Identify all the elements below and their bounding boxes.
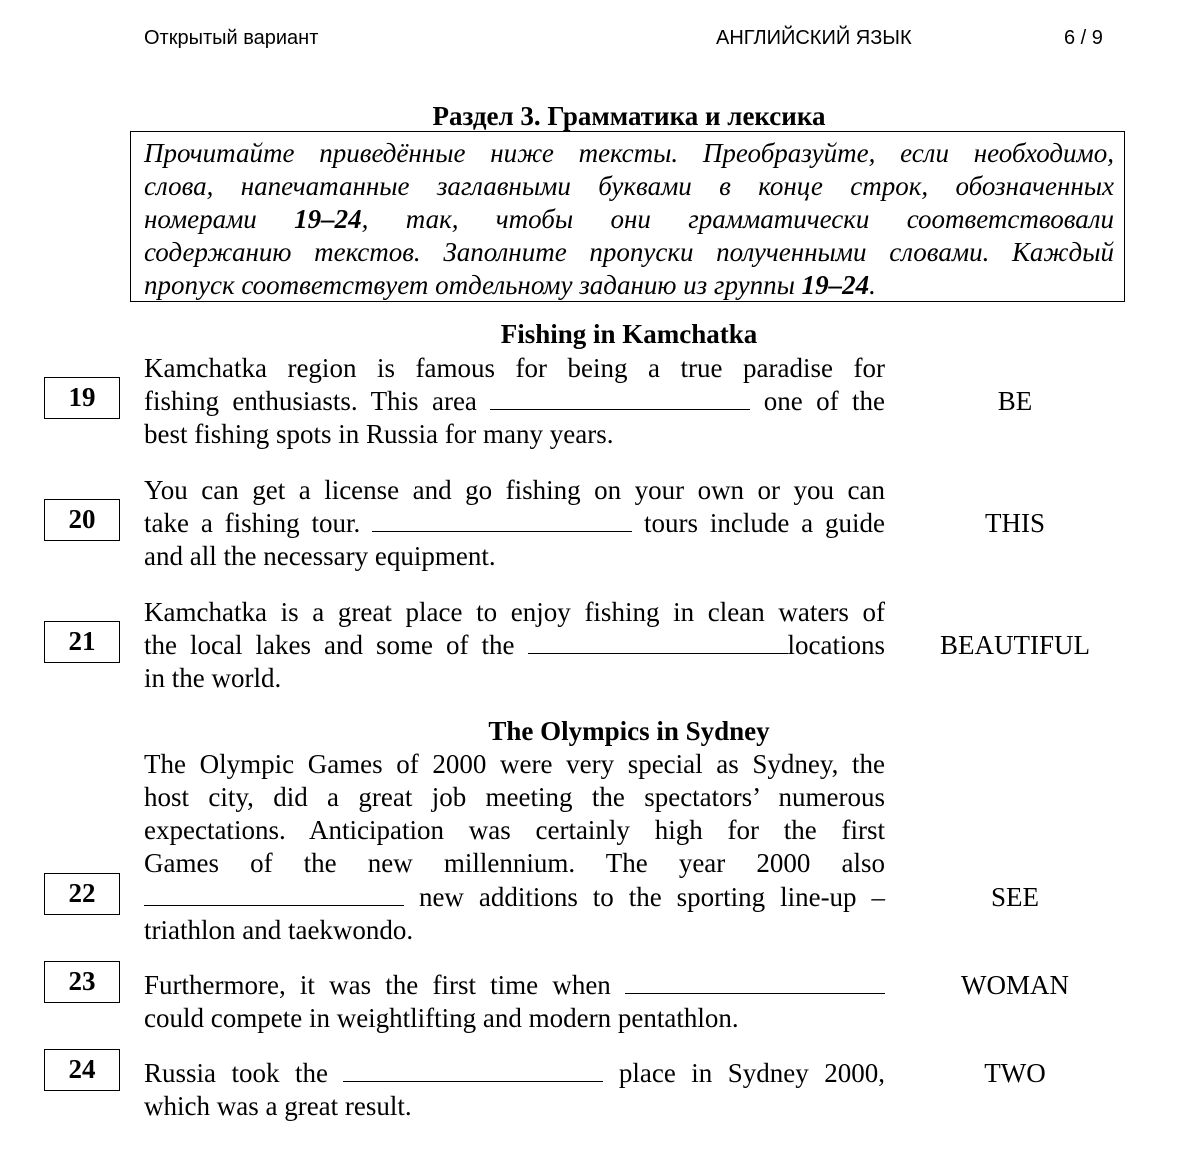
instruction-range: 19–24 bbox=[801, 270, 870, 300]
base-word-19: BE bbox=[997, 386, 1033, 416]
text-line bbox=[144, 629, 885, 662]
text-line: which was a great result. bbox=[144, 1091, 412, 1121]
text-line: Games of the new millennium. The year 2000 also bbox=[144, 848, 885, 878]
answer-blank-20[interactable] bbox=[372, 509, 632, 532]
task-number-23: 23 bbox=[44, 961, 120, 1003]
instruction-line bbox=[144, 203, 1114, 236]
instruction-text: . bbox=[869, 270, 876, 300]
text-line bbox=[144, 507, 885, 540]
base-word-24: TWO bbox=[984, 1058, 1046, 1088]
text-line bbox=[144, 969, 885, 1002]
text-line: in the world. bbox=[144, 663, 282, 693]
instruction-line: содержанию текстов. Заполните пропуски полученными словами. Каждый bbox=[144, 237, 1114, 267]
text-line: host city, did a great job meeting the spectators’ numerous bbox=[144, 782, 885, 812]
text-line: and all the necessary equipment. bbox=[144, 541, 496, 571]
instruction-text: пропуск соответствует отдельному заданию из группы bbox=[144, 270, 802, 300]
text-line: best fishing spots in Russia for many years. bbox=[144, 419, 614, 449]
instruction-line: Прочитайте приведённые ниже тексты. Преобразуйте, если необходимо, bbox=[144, 138, 1114, 168]
instruction-line bbox=[144, 269, 1114, 302]
text-title-olympics: The Olympics in Sydney bbox=[488, 716, 770, 746]
text-line bbox=[144, 385, 885, 418]
task-number-21: 21 bbox=[44, 621, 120, 663]
text-fragment: Furthermore, it was the first time when bbox=[144, 970, 611, 1000]
text-line: expectations. Anticipation was certainly high for the first bbox=[144, 815, 885, 845]
base-word-23: WOMAN bbox=[961, 970, 1069, 1000]
answer-blank-22[interactable] bbox=[144, 883, 404, 906]
page-number: 6 / 9 bbox=[1064, 27, 1103, 49]
text-fragment: take a fishing tour. bbox=[144, 508, 361, 538]
task-number-19: 19 bbox=[44, 377, 120, 419]
text-line: You can get a license and go fishing on your own or you can bbox=[144, 475, 885, 505]
text-fragment: locations bbox=[787, 630, 886, 660]
task-number-24: 24 bbox=[44, 1049, 120, 1091]
text-fragment: tours include a guide bbox=[644, 508, 886, 538]
text-line bbox=[144, 1057, 885, 1090]
text-line: The Olympic Games of 2000 were very special as Sydney, the bbox=[144, 749, 885, 779]
answer-blank-19[interactable] bbox=[490, 387, 750, 410]
text-line bbox=[144, 881, 885, 914]
text-fragment: fishing enthusiasts. This area bbox=[144, 386, 477, 416]
instruction-line: слова, напечатанные заглавными буквами в конце строк, обозначенных bbox=[144, 171, 1114, 201]
task-number-22: 22 bbox=[44, 873, 120, 915]
answer-blank-24[interactable] bbox=[343, 1059, 603, 1082]
instruction-range: 19–24 bbox=[294, 204, 362, 234]
text-fragment: place in Sydney 2000, bbox=[618, 1058, 885, 1088]
text-line: triathlon and taekwondo. bbox=[144, 915, 414, 945]
text-line: Kamchatka is a great place to enjoy fishing in clean waters of bbox=[144, 597, 885, 627]
task-number-20: 20 bbox=[44, 499, 120, 541]
text-line: Kamchatka region is famous for being a true paradise for bbox=[144, 353, 885, 383]
instruction-text: , так, чтобы они грамматически соответствовали bbox=[361, 204, 1115, 234]
text-fragment: new additions to the sporting line-up – bbox=[418, 882, 885, 912]
header-subject: АНГЛИЙСКИЙ ЯЗЫК bbox=[716, 27, 912, 49]
text-fragment: the local lakes and some of the bbox=[144, 630, 515, 660]
base-word-20: THIS bbox=[985, 508, 1045, 538]
text-title-fishing: Fishing in Kamchatka bbox=[500, 319, 758, 349]
answer-blank-23[interactable] bbox=[625, 971, 885, 994]
answer-blank-21[interactable] bbox=[528, 631, 788, 654]
text-fragment: Russia took the bbox=[144, 1058, 328, 1088]
instruction-text: номерами bbox=[144, 204, 295, 234]
base-word-21: BEAUTIFUL bbox=[940, 630, 1090, 660]
text-fragment: one of the bbox=[763, 386, 886, 416]
text-line: could compete in weightlifting and modern pentathlon. bbox=[144, 1003, 739, 1033]
base-word-22: SEE bbox=[990, 882, 1039, 912]
section-title: Раздел 3. Грамматика и лексика bbox=[432, 101, 826, 131]
header-left: Открытый вариант bbox=[144, 27, 319, 49]
